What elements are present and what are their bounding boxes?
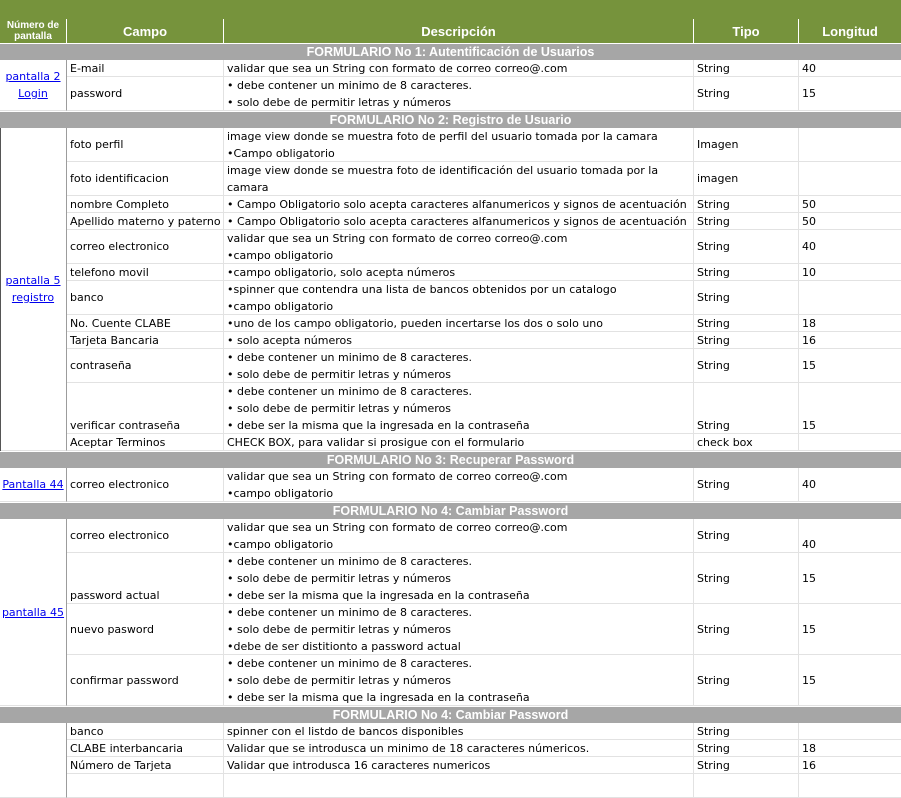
table-row — [0, 264, 901, 281]
longitud-cell — [799, 757, 901, 773]
campo-cell — [67, 60, 224, 76]
descripcion-cell — [224, 468, 694, 501]
descripcion-cell — [224, 519, 694, 552]
descripcion-cell — [224, 349, 694, 382]
longitud-cell — [799, 774, 901, 797]
longitud-text: 15 — [802, 673, 816, 687]
section-title: FORMULARIO No 4: Cambiar Password — [0, 502, 901, 519]
descripcion-cell — [224, 196, 694, 212]
tipo-text: String — [697, 61, 730, 75]
descripcion-line: •campo obligatorio, solo acepta números — [227, 265, 456, 279]
longitud-cell — [799, 553, 901, 603]
longitud-cell — [799, 264, 901, 280]
header-campo: Campo — [67, 19, 224, 43]
campo-cell — [67, 604, 224, 654]
campo-cell — [67, 723, 224, 739]
table-row — [0, 740, 901, 757]
campo-text: banco — [70, 724, 104, 738]
descripcion-cell — [224, 281, 694, 314]
campo-cell — [67, 774, 224, 797]
campo-cell — [67, 332, 224, 348]
campo-text: foto identificacion — [70, 172, 169, 185]
tipo-cell — [694, 604, 799, 654]
descripcion-cell — [224, 264, 694, 280]
campo-text: CLABE interbancaria — [70, 741, 184, 755]
descripcion-line: • Campo Obligatorio solo acepta caracteres alfanumericos y signos de acentuación — [227, 214, 687, 228]
descripcion-cell — [224, 77, 694, 110]
tipo-cell — [694, 60, 799, 76]
tipo-cell — [694, 162, 799, 195]
table-row — [0, 774, 901, 798]
descripcion-cell — [224, 230, 694, 263]
descripcion-line: • debe ser la misma que la ingresada en la contraseña — [227, 690, 530, 704]
campo-cell — [67, 128, 224, 161]
descripcion-line: • solo debe de permitir letras y números — [227, 673, 452, 687]
tipo-cell — [694, 468, 799, 501]
longitud-cell — [799, 213, 901, 229]
campo-cell — [67, 383, 224, 433]
table-row — [0, 230, 901, 264]
campo-text: correo electronico — [70, 478, 170, 491]
tipo-cell — [694, 281, 799, 314]
screen-number-cell — [0, 468, 67, 502]
descripcion-line: camara — [227, 180, 269, 194]
screen-number-cell — [0, 128, 67, 451]
descripcion-line: •uno de los campo obligatorio, pueden incertarse los dos o solo uno — [227, 316, 603, 330]
descripcion-line: validar que sea un String con formato de correo correo@.com — [227, 231, 568, 245]
longitud-text: 16 — [802, 758, 816, 772]
tipo-cell — [694, 757, 799, 773]
descripcion-line: validar que sea un String con formato de correo correo@.com — [227, 61, 568, 75]
table-row — [0, 519, 901, 553]
table-body — [0, 43, 901, 798]
screen-number-cell — [0, 723, 67, 798]
longitud-cell — [799, 315, 901, 331]
tipo-text: Imagen — [697, 138, 739, 151]
descripcion-line: •campo obligatorio — [227, 299, 334, 313]
section-title: FORMULARIO No 3: Recuperar Password — [0, 451, 901, 468]
tipo-cell — [694, 77, 799, 110]
longitud-text: 40 — [802, 478, 816, 491]
descripcion-cell — [224, 757, 694, 773]
table-row — [0, 655, 901, 706]
tipo-cell — [694, 349, 799, 382]
tipo-text: String — [697, 741, 730, 755]
descripcion-line: •campo obligatorio — [227, 486, 334, 500]
campo-text: confirmar password — [70, 673, 179, 687]
longitud-cell — [799, 128, 901, 161]
tipo-text: String — [697, 87, 730, 100]
merged-cell-border — [0, 128, 1, 451]
form-block — [0, 60, 901, 111]
tipo-text: String — [697, 333, 730, 347]
descripcion-line: • debe contener un minimo de 8 caracteres. — [227, 78, 472, 92]
campo-cell — [67, 315, 224, 331]
descripcion-line: spinner con el listdo de bancos disponibles — [227, 724, 464, 738]
form-block — [0, 723, 901, 798]
tipo-cell — [694, 332, 799, 348]
longitud-text: 18 — [802, 741, 816, 755]
table-row — [0, 77, 901, 111]
tipo-cell — [694, 740, 799, 756]
campo-text: No. Cuente CLABE — [70, 316, 171, 330]
tipo-cell — [694, 553, 799, 603]
campo-cell — [67, 264, 224, 280]
descripcion-line: image view donde se muestra foto de perfil del usuario tomada por la camara — [227, 129, 658, 143]
descripcion-line: •campo obligatorio — [227, 537, 334, 551]
table-row — [0, 315, 901, 332]
campo-text: Aceptar Terminos — [70, 435, 166, 449]
screen-link[interactable]: pantalla 45 — [1, 605, 65, 619]
table-row — [0, 553, 901, 604]
campo-text: correo electronico — [70, 240, 170, 253]
campo-text: foto perfil — [70, 138, 124, 151]
campo-cell — [67, 162, 224, 195]
descripcion-line: • solo debe de permitir letras y números — [227, 367, 452, 381]
campo-text: contraseña — [70, 359, 132, 372]
descripcion-line: • debe contener un minimo de 8 caracteres. — [227, 605, 472, 619]
tipo-cell — [694, 230, 799, 263]
longitud-text: 10 — [802, 265, 816, 279]
campo-cell — [67, 230, 224, 263]
campo-text: Número de Tarjeta — [70, 758, 172, 772]
campo-cell — [67, 281, 224, 314]
longitud-text: 40 — [802, 61, 816, 75]
tipo-text: String — [697, 265, 730, 279]
tipo-text: imagen — [697, 172, 739, 185]
table-row — [0, 162, 901, 196]
tipo-text: String — [697, 316, 730, 330]
tipo-cell — [694, 196, 799, 212]
longitud-cell — [799, 230, 901, 263]
campo-cell — [67, 196, 224, 212]
descripcion-line: CHECK BOX, para validar si prosigue con el formulario — [227, 435, 525, 449]
longitud-cell — [799, 655, 901, 705]
table-row — [0, 281, 901, 315]
campo-cell — [67, 349, 224, 382]
longitud-cell — [799, 349, 901, 382]
descripcion-line: • solo acepta números — [227, 333, 352, 347]
screen-link[interactable]: pantalla 5 — [5, 274, 61, 287]
longitud-cell — [799, 60, 901, 76]
tipo-text: String — [697, 214, 730, 228]
campo-text: banco — [70, 291, 104, 304]
descripcion-cell — [224, 434, 694, 450]
descripcion-cell — [224, 332, 694, 348]
table-row — [0, 723, 901, 740]
longitud-cell — [799, 383, 901, 433]
descripcion-cell — [224, 723, 694, 739]
descripcion-line: •spinner que contendra una lista de bancos obtenidos por un catalogo — [227, 282, 617, 296]
table-row — [0, 213, 901, 230]
tipo-text: check box — [697, 435, 753, 449]
descripcion-line: • debe ser la misma que la ingresada en la contraseña — [227, 588, 530, 602]
campo-cell — [67, 519, 224, 552]
section-title: FORMULARIO No 2: Registro de Usuario — [0, 111, 901, 128]
tipo-text: String — [697, 724, 730, 738]
screen-number-cell — [0, 519, 67, 706]
descripcion-line: • Campo Obligatorio solo acepta caracteres alfanumericos y signos de acentuación — [227, 197, 687, 211]
tipo-cell — [694, 434, 799, 450]
longitud-text: 50 — [802, 214, 816, 228]
descripcion-line: • debe contener un minimo de 8 caracteres. — [227, 656, 472, 670]
header-longitud: Longitud — [822, 23, 878, 39]
longitud-cell — [799, 162, 901, 195]
table-row — [0, 383, 901, 434]
table-row — [0, 468, 901, 502]
tipo-text: String — [697, 419, 730, 432]
descripcion-cell — [224, 553, 694, 603]
longitud-cell — [799, 468, 901, 501]
tipo-cell — [694, 774, 799, 797]
descripcion-line: • debe contener un minimo de 8 caracteres. — [227, 554, 472, 568]
table-row — [0, 60, 901, 77]
longitud-cell — [799, 332, 901, 348]
longitud-cell — [799, 77, 901, 110]
tipo-text: String — [697, 529, 730, 542]
table-row — [0, 332, 901, 349]
tipo-cell — [694, 315, 799, 331]
descripcion-cell — [224, 162, 694, 195]
longitud-text: 40 — [802, 240, 816, 253]
header-tipo: Tipo — [694, 19, 799, 43]
tipo-cell — [694, 383, 799, 433]
descripcion-cell — [224, 128, 694, 161]
table-row — [0, 128, 901, 162]
descripcion-line: • solo debe de permitir letras y números — [227, 571, 452, 585]
longitud-cell — [799, 604, 901, 654]
tipo-text: String — [697, 758, 730, 772]
campo-text: verificar contraseña — [70, 419, 181, 432]
tipo-cell — [694, 213, 799, 229]
campo-cell — [67, 757, 224, 773]
campo-text: correo electronico — [70, 529, 170, 542]
descripcion-line: • debe contener un minimo de 8 caracteres. — [227, 384, 472, 398]
campo-text: password — [70, 87, 123, 100]
descripcion-cell — [224, 774, 694, 797]
top-band — [0, 0, 901, 19]
campo-cell — [67, 553, 224, 603]
longitud-text: 15 — [802, 419, 816, 432]
tipo-cell — [694, 128, 799, 161]
longitud-text: 15 — [802, 571, 816, 585]
descripcion-line: •debe de ser distitionto a password actual — [227, 639, 461, 653]
descripcion-line: •campo obligatorio — [227, 248, 334, 262]
descripcion-line: • solo debe de permitir letras y números — [227, 95, 452, 109]
screen-number-cell — [0, 60, 67, 111]
form-block — [0, 128, 901, 451]
table-row — [0, 196, 901, 213]
campo-cell — [67, 213, 224, 229]
tipo-text: String — [697, 622, 730, 636]
campo-cell — [67, 655, 224, 705]
longitud-text: 15 — [802, 87, 816, 100]
descripcion-line: Validar que introdusca 16 caracteres numericos — [227, 758, 491, 772]
descripcion-line: •Campo obligatorio — [227, 146, 335, 160]
descripcion-cell — [224, 604, 694, 654]
tipo-cell — [694, 519, 799, 552]
campo-cell — [67, 77, 224, 110]
longitud-cell — [799, 434, 901, 450]
descripcion-cell — [224, 383, 694, 433]
campo-text: Apellido materno y paterno — [70, 214, 221, 228]
descripcion-line: validar que sea un String con formato de correo correo@.com — [227, 469, 568, 483]
descripcion-line: Validar que se introdusca un minimo de 18 caracteres númericos. — [227, 741, 590, 755]
longitud-text: 50 — [802, 197, 816, 211]
section-title: FORMULARIO No 4: Cambiar Password — [0, 706, 901, 723]
campo-cell — [67, 740, 224, 756]
campo-text: Tarjeta Bancaria — [70, 333, 159, 347]
longitud-text: 18 — [802, 316, 816, 330]
longitud-cell — [799, 196, 901, 212]
table-row — [0, 604, 901, 655]
tipo-cell — [694, 655, 799, 705]
campo-text: nuevo pasword — [70, 622, 154, 636]
descripcion-cell — [224, 60, 694, 76]
screen-link[interactable]: Pantalla 44 — [2, 478, 64, 491]
form-block — [0, 519, 901, 706]
longitud-cell — [799, 723, 901, 739]
descripcion-line: • solo debe de permitir letras y números — [227, 622, 452, 636]
descripcion-cell — [224, 315, 694, 331]
header-screen-number: Número de pantalla — [0, 19, 67, 43]
tipo-text: String — [697, 571, 730, 585]
table-row — [0, 349, 901, 383]
campo-cell — [67, 468, 224, 501]
longitud-cell — [799, 519, 901, 552]
longitud-cell — [799, 281, 901, 314]
tipo-cell — [694, 264, 799, 280]
longitud-text: 15 — [802, 622, 816, 636]
tipo-text: String — [697, 291, 730, 304]
table-row — [0, 434, 901, 451]
form-block — [0, 468, 901, 502]
descripcion-line: • debe contener un minimo de 8 caracteres. — [227, 350, 472, 364]
tipo-text: String — [697, 240, 730, 253]
longitud-text: 40 — [802, 538, 816, 551]
tipo-text: String — [697, 359, 730, 372]
tipo-text: String — [697, 673, 730, 687]
header-descripcion: Descripción — [224, 19, 694, 43]
descripcion-line: • solo debe de permitir letras y números — [227, 401, 452, 415]
longitud-text: 15 — [802, 359, 816, 372]
header-row — [0, 19, 901, 43]
tipo-cell — [694, 723, 799, 739]
campo-cell — [67, 434, 224, 450]
descripcion-line: image view donde se muestra foto de identificación del usuario tomada por la — [227, 163, 659, 177]
descripcion-cell — [224, 740, 694, 756]
table-row — [0, 757, 901, 774]
descripcion-line: validar que sea un String con formato de correo correo@.com — [227, 520, 568, 534]
tipo-text: String — [697, 197, 730, 211]
tipo-text: String — [697, 478, 730, 491]
longitud-cell — [799, 740, 901, 756]
campo-text: telefono movil — [70, 265, 149, 279]
campo-text: nombre Completo — [70, 197, 169, 211]
screen-link[interactable]: pantalla 2 — [5, 70, 61, 83]
descripcion-cell — [224, 213, 694, 229]
campo-text: E-mail — [70, 61, 105, 75]
section-title: FORMULARIO No 1: Autentificación de Usuarios — [0, 43, 901, 60]
campo-text: password actual — [70, 589, 160, 602]
screen-link[interactable]: Login — [18, 87, 48, 100]
descripcion-cell — [224, 655, 694, 705]
descripcion-line: • debe ser la misma que la ingresada en la contraseña — [227, 418, 530, 432]
screen-link[interactable]: registro — [11, 291, 55, 304]
longitud-text: 16 — [802, 333, 816, 347]
